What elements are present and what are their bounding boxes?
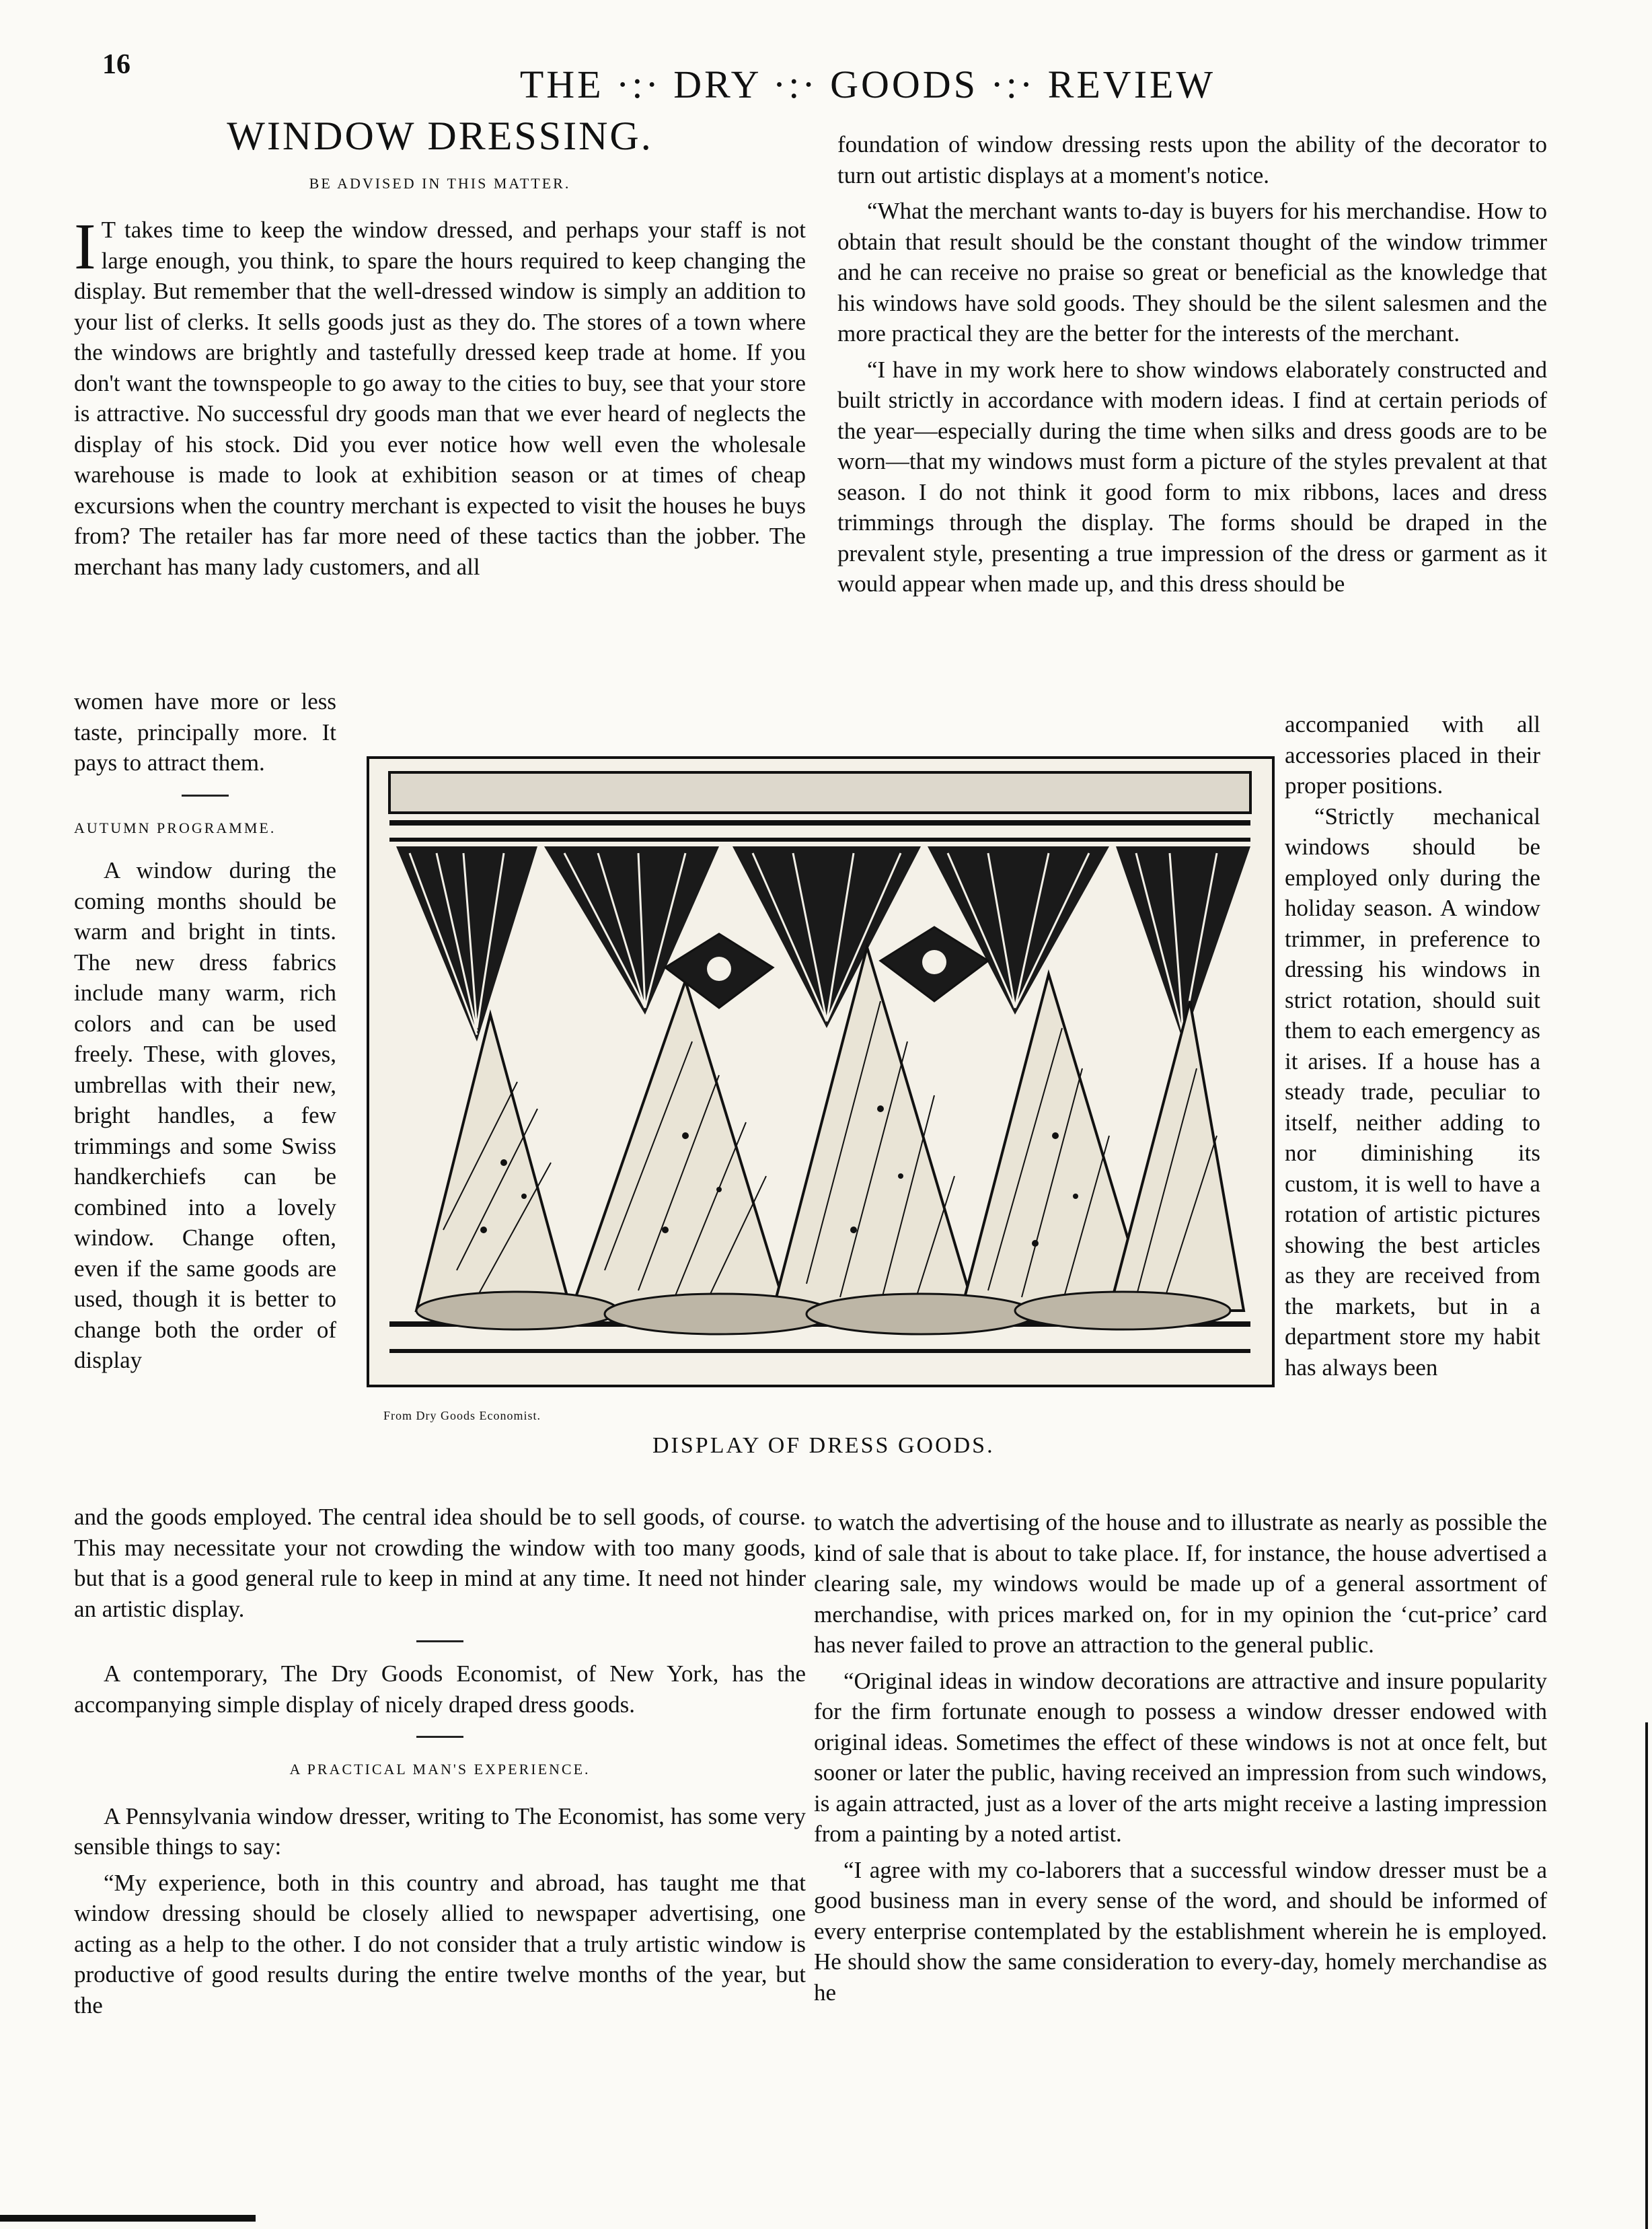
left-column-bottom (74, 1502, 806, 2026)
drop-cap: I (74, 211, 96, 283)
figure-caption: DISPLAY OF DRESS GOODS. (652, 1433, 995, 1458)
autumn-heading: AUTUMN PROGRAMME. (74, 819, 276, 836)
right-narrow-column (1285, 709, 1540, 1383)
article-title: WINDOW DRESSING. (227, 114, 653, 158)
autumn-paragraph: A window during the coming months should be warm and bright in tints. The new dress fabrics include many warm, rich colors and can be used freely. These, with gloves, umbrellas with their new, bright handles, a few trimmings and some Swiss handkerchiefs can be combined into a lovely window. Change often, even if the same goods are used, though it is better to change both the order of display (74, 857, 336, 1373)
right-top-paragraph-3: “I have in my work here to show windows elaborately constructed and built strictly in accordance with modern ideas. I find at certain periods of the year—especially during the time when silks and dress goods are to be worn—that my windows must form a picture of the styles prevalent at that season. I do not think it good form to mix ribbons, laces and dress trimmings through the display. The forms should be draped in the prevalent style, presenting a true impression of the dress or garment as it would appear when made up, and this dress should be (837, 356, 1547, 597)
page-edge-mark (0, 2215, 256, 2222)
practical-paragraph-2: “My experience, both in this country and abroad, has taught me that window dressing should be closely allied to newspaper advertising, one acting as a help to the other. I do not consider that a truly artistic window is productive of good results during the entire twelve months of the year, but the (74, 1869, 806, 2018)
section-rule (416, 1640, 463, 1642)
right-bottom-paragraph-2: “Original ideas in window decorations are attractive and insure popularity for the firm fortunate enough to possess a window dresser endowed with original ideas. Sometimes the effect of these windows is not at once felt, but sooner or later the public, having received an impression from such windows, is again attracted, just as a lover of the arts might receive a lasting impression from a painting by a noted artist. (814, 1667, 1547, 1847)
right-bottom-paragraph-3: “I agree with my co-laborers that a successful window dresser must be a good business man in every sense of the word, and should be informed of every enterprise contemplated by the establishment wherein he is employed. He should show the same consideration to every-day, homely merchandise as he (814, 1856, 1547, 2006)
left-narrow-paragraph: women have more or less taste, principally more. It pays to attract them. (74, 688, 336, 776)
draped-fabric-engraving (369, 759, 1272, 1385)
page-number: 16 (102, 49, 130, 80)
right-column-top (837, 129, 1547, 605)
practical-paragraph-1: A Pennsylvania window dresser, writing to The Economist, has some very sensible things to say: (74, 1802, 806, 1860)
left-column-top (74, 114, 806, 587)
left-bottom-paragraph-1: and the goods employed. The central idea should be to sell goods, of course. This may necessitate your not crowding the window with too many goods, but that is a good general rule to keep in mind at any time. It need not hinder an artistic display. (74, 1504, 806, 1622)
article-subhead: BE ADVISED IN THIS MATTER. (309, 174, 571, 192)
right-bottom-paragraph-1: to watch the advertising of the house and to illustrate as nearly as possible the kind of sale that is about to take place. If, for instance, the house advertised a clearing sale, my windows would be made up of a general assortment of merchandise, with prices marked on, for in my opinion the ‘cut-price’ card has never failed to prove an attraction to the general public. (814, 1509, 1547, 1658)
right-narrow-paragraph-2: “Strictly mechanical windows should be employed only during the holiday season. A window trimmer, in preference to dressing his windows in strict rotation, should suit them to each emergency as it arises. If a house has a steady trade, peculiar to itself, neither adding to nor diminishing its custom, it is well to have a rotation of artistic pictures showing the best articles as they are received from the markets, but in a department store my habit has always been (1285, 803, 1540, 1381)
page-edge-rule (1645, 1722, 1648, 2229)
section-rule (182, 795, 229, 797)
intro-text: T takes time to keep the window dressed, and perhaps your staff is not large enough, you think, to spare the hours required to keep changing the display. But remember that the well-dressed window is simply an addition to your list of clerks. It sells goods just as they do. The stores of a town where the windows are brightly and tastefully dressed keep trade at home. If you don't want the townspeople to go away to the cities to buy, see that your store is attractive. No successful dry goods man that we ever heard of neglects the display of his stock. Did you ever notice how well even the wholesale warehouse is made to look at exhibition season or at times of cheap excursions when the country merchant is expected to visit the houses he buys from? The retailer has far more need of these tactics than the jobber. The merchant has many lady customers, and all (74, 217, 806, 580)
figure-credit: From Dry Goods Economist. (383, 1409, 541, 1422)
right-top-paragraph-1: foundation of window dressing rests upon the ability of the decorator to turn out artistic displays at a moment's notice. (837, 131, 1547, 188)
dress-goods-illustration (367, 756, 1275, 1387)
running-head: THE ·:· DRY ·:· GOODS ·:· REVIEW (519, 63, 1216, 106)
right-top-paragraph-2: “What the merchant wants to-day is buyers for his merchandise. How to obtain that result should be the constant thought of the window trimmer and he can receive no praise so great or beneficial as the knowledge that his windows have sold goods. They should be the silent salesmen and the more practical they are the better for the interests of the merchant. (837, 198, 1547, 346)
left-narrow-column (74, 686, 336, 1376)
practical-heading: A PRACTICAL MAN'S EXPERIENCE. (289, 1761, 591, 1778)
right-column-bottom (814, 1507, 1547, 2013)
section-rule (416, 1736, 463, 1738)
intro-paragraph (74, 211, 806, 582)
left-bottom-paragraph-2: A contemporary, The Dry Goods Economist, of New York, has the accompanying simple display of nicely draped dress goods. (74, 1660, 806, 1718)
right-narrow-paragraph-1: accompanied with all accessories placed in their proper positions. (1285, 711, 1540, 799)
